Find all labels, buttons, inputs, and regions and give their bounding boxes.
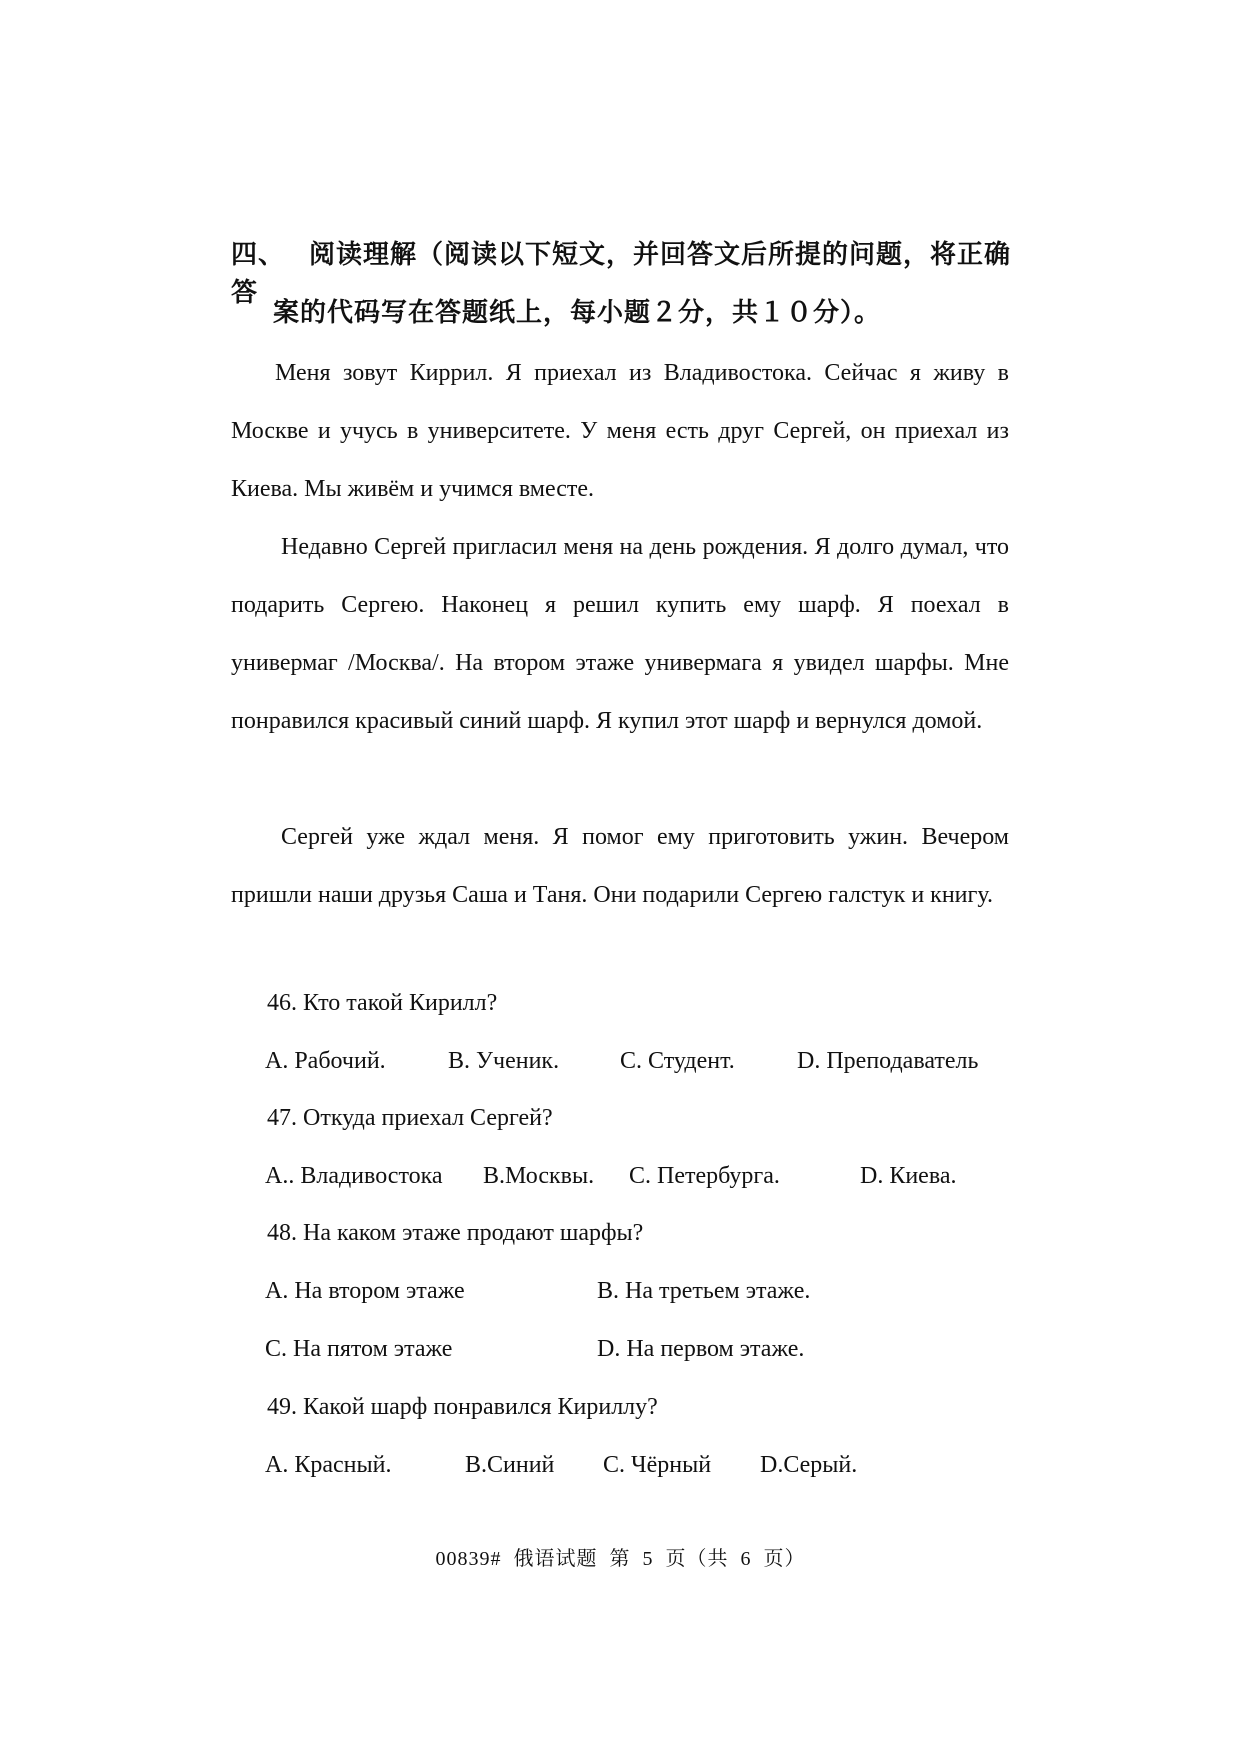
question-47-option-c: C. Петербурга.: [629, 1163, 780, 1189]
question-49-option-d: D.Серый.: [760, 1452, 858, 1478]
page-footer: 00839# 俄语试题 第 5 页（共 6 页）: [435, 1548, 806, 1570]
question-46: 46. Кто такой Кирилл?: [267, 990, 498, 1016]
section-title-line2: 案的代码写在答题纸上，每小题２分，共１０分）。: [273, 298, 882, 328]
question-46-option-c: C. Студент.: [620, 1048, 735, 1074]
section-number: 四、: [231, 240, 286, 270]
passage-paragraph-3: Сергей уже ждал меня. Я помог ему приготовить ужин. Вечером пришли наши друзья Саша и Таня. Они подарили Сергею галстук и книгу.: [231, 824, 1009, 908]
question-49: 49. Какой шарф понравился Кириллу?: [267, 1394, 658, 1420]
question-49-option-c: C. Чёрный: [603, 1452, 712, 1478]
question-47-option-b: B.Москвы.: [483, 1163, 595, 1189]
question-48-option-d: D. На первом этаже.: [597, 1336, 805, 1362]
question-46-option-b: B. Ученик.: [448, 1048, 560, 1074]
question-48-option-b: B. На третьем этаже.: [597, 1278, 811, 1304]
section-heading: [231, 236, 1021, 328]
question-46-option-d: D. Преподаватель: [797, 1048, 979, 1074]
question-48-option-c: C. На пятом этаже: [265, 1336, 453, 1362]
passage-paragraph-1: Меня зовут Киррил. Я приехал из Владивостока. Сейчас я живу в Москве и учусь в университете. У меня есть друг Сергей, он приехал из Киева. Мы живём и учимся вместе.: [231, 360, 1009, 502]
question-47: 47. Откуда приехал Сергей?: [267, 1105, 553, 1131]
question-47-option-a: A.. Владивостока: [265, 1163, 443, 1189]
question-48: 48. На каком этаже продают шарфы?: [267, 1220, 644, 1246]
question-46-option-a: A. Рабочий.: [265, 1048, 386, 1074]
passage-paragraph-2: Недавно Сергей пригласил меня на день рождения. Я долго думал, что подарить Сергею. Наконец я решил купить ему шарф. Я поехал в универмаг /Москва/. На втором этаже универмага я увидел шарфы. Мне понравился красивый синий шарф. Я купил этот шарф и вернулся домой.: [231, 534, 1009, 734]
question-49-option-a: A. Красный.: [265, 1452, 392, 1478]
question-49-option-b: B.Синий: [465, 1452, 555, 1478]
section-title-line1: 阅读理解（阅读以下短文，并回答文后所提的问题，将正确答: [231, 240, 1012, 308]
question-47-option-d: D. Киева.: [860, 1163, 957, 1189]
question-48-option-a: A. На втором этаже: [265, 1278, 465, 1304]
